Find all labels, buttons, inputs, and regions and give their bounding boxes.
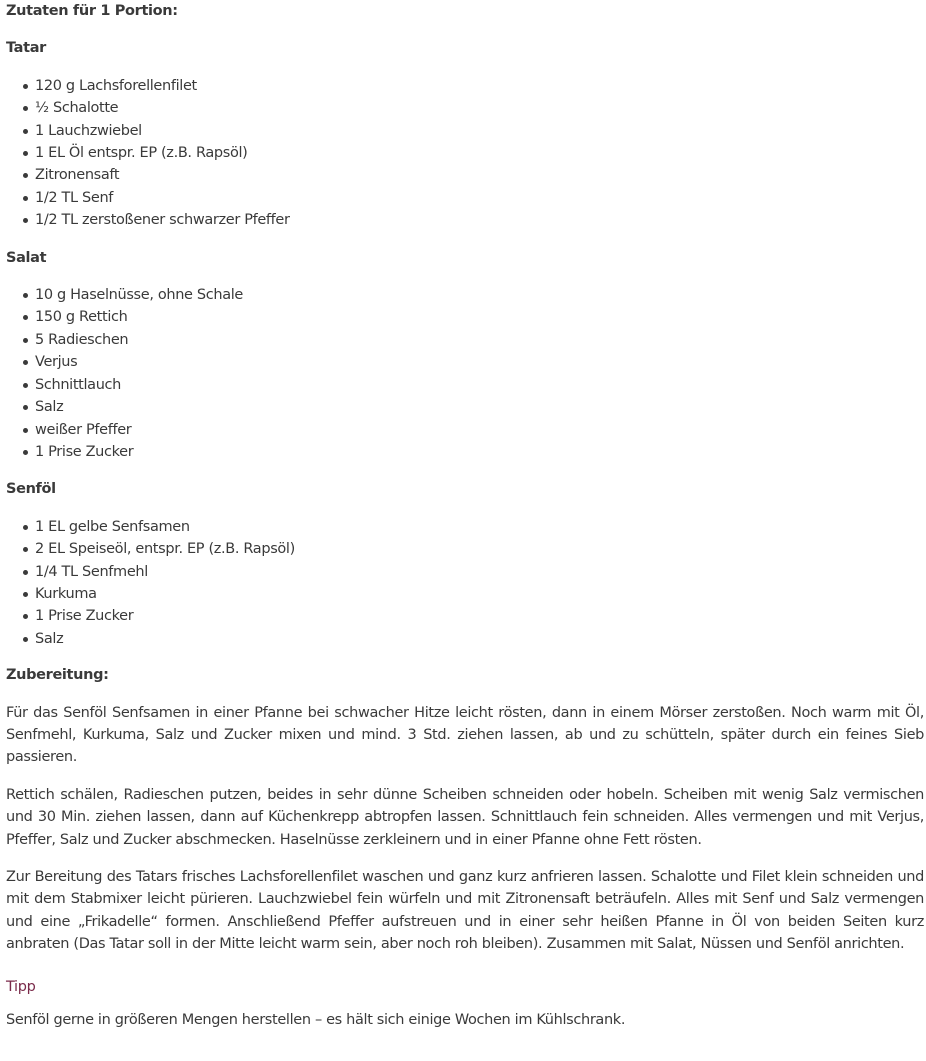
list-item: weißer Pfeffer xyxy=(6,419,926,441)
list-item: 150 g Rettich xyxy=(6,306,926,328)
preparation-heading: Zubereitung: xyxy=(6,667,109,684)
section-heading-tatar: Tatar xyxy=(6,40,46,57)
list-item: Kurkuma xyxy=(6,583,926,605)
ingredients-heading: Zutaten für 1 Portion: xyxy=(6,3,178,19)
bullet-icon xyxy=(23,196,28,201)
list-item: Zitronensaft xyxy=(6,164,926,186)
section-heading-senfoel: Senföl xyxy=(6,481,56,498)
bullet-icon xyxy=(23,570,28,575)
list-item: 5 Radieschen xyxy=(6,329,926,351)
list-item: 1 Prise Zucker xyxy=(6,441,926,463)
bullet-icon xyxy=(23,315,28,320)
bullet-icon xyxy=(23,129,28,134)
list-item: 1/2 TL zerstoßener schwarzer Pfeffer xyxy=(6,209,926,231)
bullet-icon xyxy=(23,151,28,156)
bullet-icon xyxy=(23,450,28,455)
list-item: 1/4 TL Senfmehl xyxy=(6,561,926,583)
bullet-icon xyxy=(23,84,28,89)
list-item: 1 EL Öl entspr. EP (z.B. Rapsöl) xyxy=(6,142,926,164)
preparation-step: Zur Bereitung des Tatars frisches Lachsforellenfilet waschen und ganz kurz anfrieren lassen. Schalotte und Filet klein schneiden und mit dem Stabmixer leicht pürieren. Lauchzwiebel fein würfeln und mit Zitronensaft beträufeln. Alles mit Senf und Salz vermengen und eine „Frikadelle“ formen. Anschließend Pfeffer aufstreuen und in einer sehr heißen Pfanne in Öl von beiden Seiten kurz anbraten (Das Tatar soll in der Mitte leicht warm sein, aber noch roh bleiben). Zusammen mit Salat, Nüssen und Senföl anrichten. xyxy=(6,869,924,953)
bullet-icon xyxy=(23,106,28,111)
bullet-icon xyxy=(23,525,28,530)
tip-text: Senföl gerne in größeren Mengen herstellen – es hält sich einige Wochen im Kühlschrank. xyxy=(6,1012,626,1029)
section-heading-salat: Salat xyxy=(6,249,47,266)
bullet-icon xyxy=(23,637,28,642)
bullet-icon xyxy=(23,173,28,178)
bullet-icon xyxy=(23,547,28,552)
bullet-icon xyxy=(23,338,28,343)
bullet-icon xyxy=(23,293,28,298)
preparation-step: Für das Senföl Senfsamen in einer Pfanne bei schwacher Hitze leicht rösten, dann in einem Mörser zerstoßen. Noch warm mit Öl, Senfmehl, Kurkuma, Salz und Zucker mixen und mind. 3 Std. ziehen lassen, ab und zu schütteln, später durch ein feines Sieb passieren. xyxy=(6,704,924,766)
list-item: Schnittlauch xyxy=(6,374,926,396)
list-item: 1 Lauchzwiebel xyxy=(6,120,926,142)
list-item: Verjus xyxy=(6,351,926,373)
list-item: 120 g Lachsforellenfilet xyxy=(6,75,926,97)
bullet-icon xyxy=(23,360,28,365)
list-item: ½ Schalotte xyxy=(6,97,926,119)
list-item: 10 g Haselnüsse, ohne Schale xyxy=(6,284,926,306)
bullet-icon xyxy=(23,592,28,597)
list-item: Salz xyxy=(6,628,926,650)
bullet-icon xyxy=(23,428,28,433)
list-item: 1/2 TL Senf xyxy=(6,187,926,209)
bullet-icon xyxy=(23,383,28,388)
ingredient-list-senfoel xyxy=(6,516,926,650)
bullet-icon xyxy=(23,614,28,619)
ingredient-list-tatar xyxy=(6,75,926,232)
list-item: 2 EL Speiseöl, entspr. EP (z.B. Rapsöl) xyxy=(6,538,926,560)
bullet-icon xyxy=(23,218,28,223)
list-item: Salz xyxy=(6,396,926,418)
preparation-step: Rettich schälen, Radieschen putzen, beides in sehr dünne Scheiben schneiden oder hobeln. Scheiben mit wenig Salz vermischen und 30 Min. ziehen lassen, dann auf Küchenkrepp abtropfen lassen. Schnittlauch fein schneiden. Alles vermengen und mit Verjus, Pfeffer, Salz und Zucker abschmecken. Haselnüsse zerkleinern und in einer Pfanne ohne Fett rösten. xyxy=(6,786,924,848)
list-item: 1 Prise Zucker xyxy=(6,605,926,627)
tip-heading: Tipp xyxy=(6,978,36,995)
bullet-icon xyxy=(23,405,28,410)
ingredient-list-salat xyxy=(6,284,926,463)
list-item: 1 EL gelbe Senfsamen xyxy=(6,516,926,538)
